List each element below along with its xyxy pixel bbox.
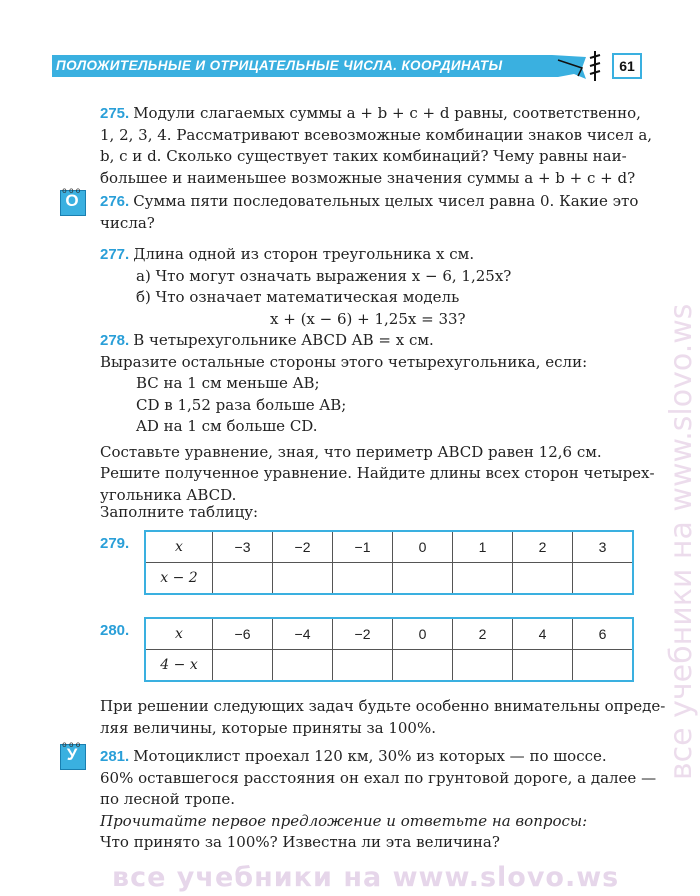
note-line: ляя величины, которые приняты за 100%.	[100, 718, 436, 737]
math-model: x + (x − 6) + 1,25x = 33?	[270, 309, 466, 328]
problem-line: Модули слагаемых суммы a + b + c + d равны, соответственно,	[133, 104, 641, 122]
problem-line: б) Что означает математическая модель	[136, 288, 460, 306]
answer-cell[interactable]	[213, 650, 273, 682]
problem-line: большее и наименьшее возможные значения суммы a + b + c + d?	[100, 168, 636, 187]
table-cell: −2	[273, 531, 333, 563]
answer-cell[interactable]	[513, 650, 573, 682]
table-row	[145, 531, 633, 563]
table-279	[144, 530, 634, 595]
note-paragraph	[100, 696, 666, 739]
problem-276	[100, 191, 645, 234]
problem-line: CD в 1,52 раза больше AB;	[136, 395, 347, 414]
answer-cell[interactable]	[393, 650, 453, 682]
problem-277	[100, 244, 645, 330]
table-row	[145, 618, 633, 650]
problem-line: 60% оставшегося расстояния он ехал по грунтовой дороге, а далее —	[100, 768, 657, 787]
problem-line: Решите полученное уравнение. Найдите длины всех сторон четырех-	[100, 464, 655, 482]
table-cell: −1	[333, 531, 393, 563]
header-arrow-icon	[552, 48, 612, 83]
problem-line: AD на 1 см больше CD.	[136, 417, 318, 435]
table-row	[145, 650, 633, 682]
table-cell: 0	[393, 531, 453, 563]
badge-letter: У	[66, 745, 78, 764]
problem-line: BC на 1 см меньше AB;	[136, 374, 320, 392]
problem-number-280: 280.	[100, 622, 130, 639]
answer-cell[interactable]	[333, 563, 393, 595]
problem-281	[100, 746, 657, 854]
answer-cell[interactable]	[273, 563, 333, 595]
problem-line: угольника ABCD.	[100, 485, 237, 504]
problem-line: числа?	[100, 213, 155, 232]
row-label: x − 2	[145, 563, 213, 595]
table-cell: 2	[453, 618, 513, 650]
problem-number-279: 279.	[100, 535, 130, 552]
fill-table-instruction: Заполните таблицу:	[100, 503, 259, 521]
table-cell: 0	[393, 618, 453, 650]
answer-cell[interactable]	[573, 563, 634, 595]
note-line: При решении следующих задач будьте особенно внимательны опреде-	[100, 697, 666, 715]
problem-line: Выразите остальные стороны этого четырехугольника, если:	[100, 352, 588, 371]
table-cell: −3	[213, 531, 273, 563]
problem-line: Сумма пяти последовательных целых чисел равна 0. Какие это	[133, 192, 639, 210]
problem-number: 278.	[100, 332, 130, 349]
problem-line: В четырехугольнике ABCD AB = x см.	[133, 331, 434, 349]
answer-cell[interactable]	[453, 650, 513, 682]
table-cell: 4	[513, 618, 573, 650]
table-cell: −6	[213, 618, 273, 650]
answer-cell[interactable]	[453, 563, 513, 595]
table-cell: 3	[573, 531, 634, 563]
problem-line: b, c и d. Сколько существует таких комбинаций? Чему равны наи-	[100, 147, 627, 165]
row-label: x	[145, 618, 213, 650]
answer-cell[interactable]	[393, 563, 453, 595]
answer-cell[interactable]	[573, 650, 634, 682]
problem-line: Что принято за 100%? Известна ли эта величина?	[100, 833, 500, 851]
page-header	[52, 48, 642, 83]
watermark-bottom: все учебники на www.slovo.ws	[112, 862, 620, 893]
header-title: ПОЛОЖИТЕЛЬНЫЕ И ОТРИЦАТЕЛЬНЫЕ ЧИСЛА. КООРДИНАТЫ	[56, 58, 503, 73]
table-row	[145, 563, 633, 595]
table-280	[144, 617, 634, 682]
problem-number: 281.	[100, 748, 130, 765]
answer-cell[interactable]	[213, 563, 273, 595]
problem-line: Составьте уравнение, зная, что периметр ABCD равен 12,6 см.	[100, 442, 602, 461]
row-label: 4 − x	[145, 650, 213, 682]
problem-number: 276.	[100, 193, 130, 210]
problem-275	[100, 103, 653, 189]
table-cell: 6	[573, 618, 634, 650]
oral-badge-icon: ooo О	[60, 186, 86, 216]
mental-badge-icon: ooo У	[60, 740, 86, 770]
answer-cell[interactable]	[273, 650, 333, 682]
answer-cell[interactable]	[513, 563, 573, 595]
answer-cell[interactable]	[333, 650, 393, 682]
page-number: 61	[612, 53, 642, 79]
problem-line: 1, 2, 3, 4. Рассматривают всевозможные комбинации знаков чисел a,	[100, 125, 653, 144]
instruction-line: Прочитайте первое предложение и ответьте на вопросы:	[100, 811, 588, 830]
row-label: x	[145, 531, 213, 563]
problem-number: 277.	[100, 246, 130, 263]
table-cell: 2	[513, 531, 573, 563]
table-cell: −4	[273, 618, 333, 650]
problem-number: 275.	[100, 105, 130, 122]
problem-278	[100, 330, 655, 506]
problem-line: Длина одной из сторон треугольника x см.	[133, 245, 475, 263]
problem-line: по лесной тропе.	[100, 790, 235, 808]
table-cell: 1	[453, 531, 513, 563]
badge-letter: О	[65, 191, 79, 210]
problem-line: а) Что могут означать выражения x − 6, 1,25x?	[136, 266, 512, 285]
problem-line: Мотоциклист проехал 120 км, 30% из которых — по шоссе.	[133, 747, 607, 765]
table-cell: −2	[333, 618, 393, 650]
watermark-side: все учебники на www.slovo.ws	[664, 303, 699, 780]
